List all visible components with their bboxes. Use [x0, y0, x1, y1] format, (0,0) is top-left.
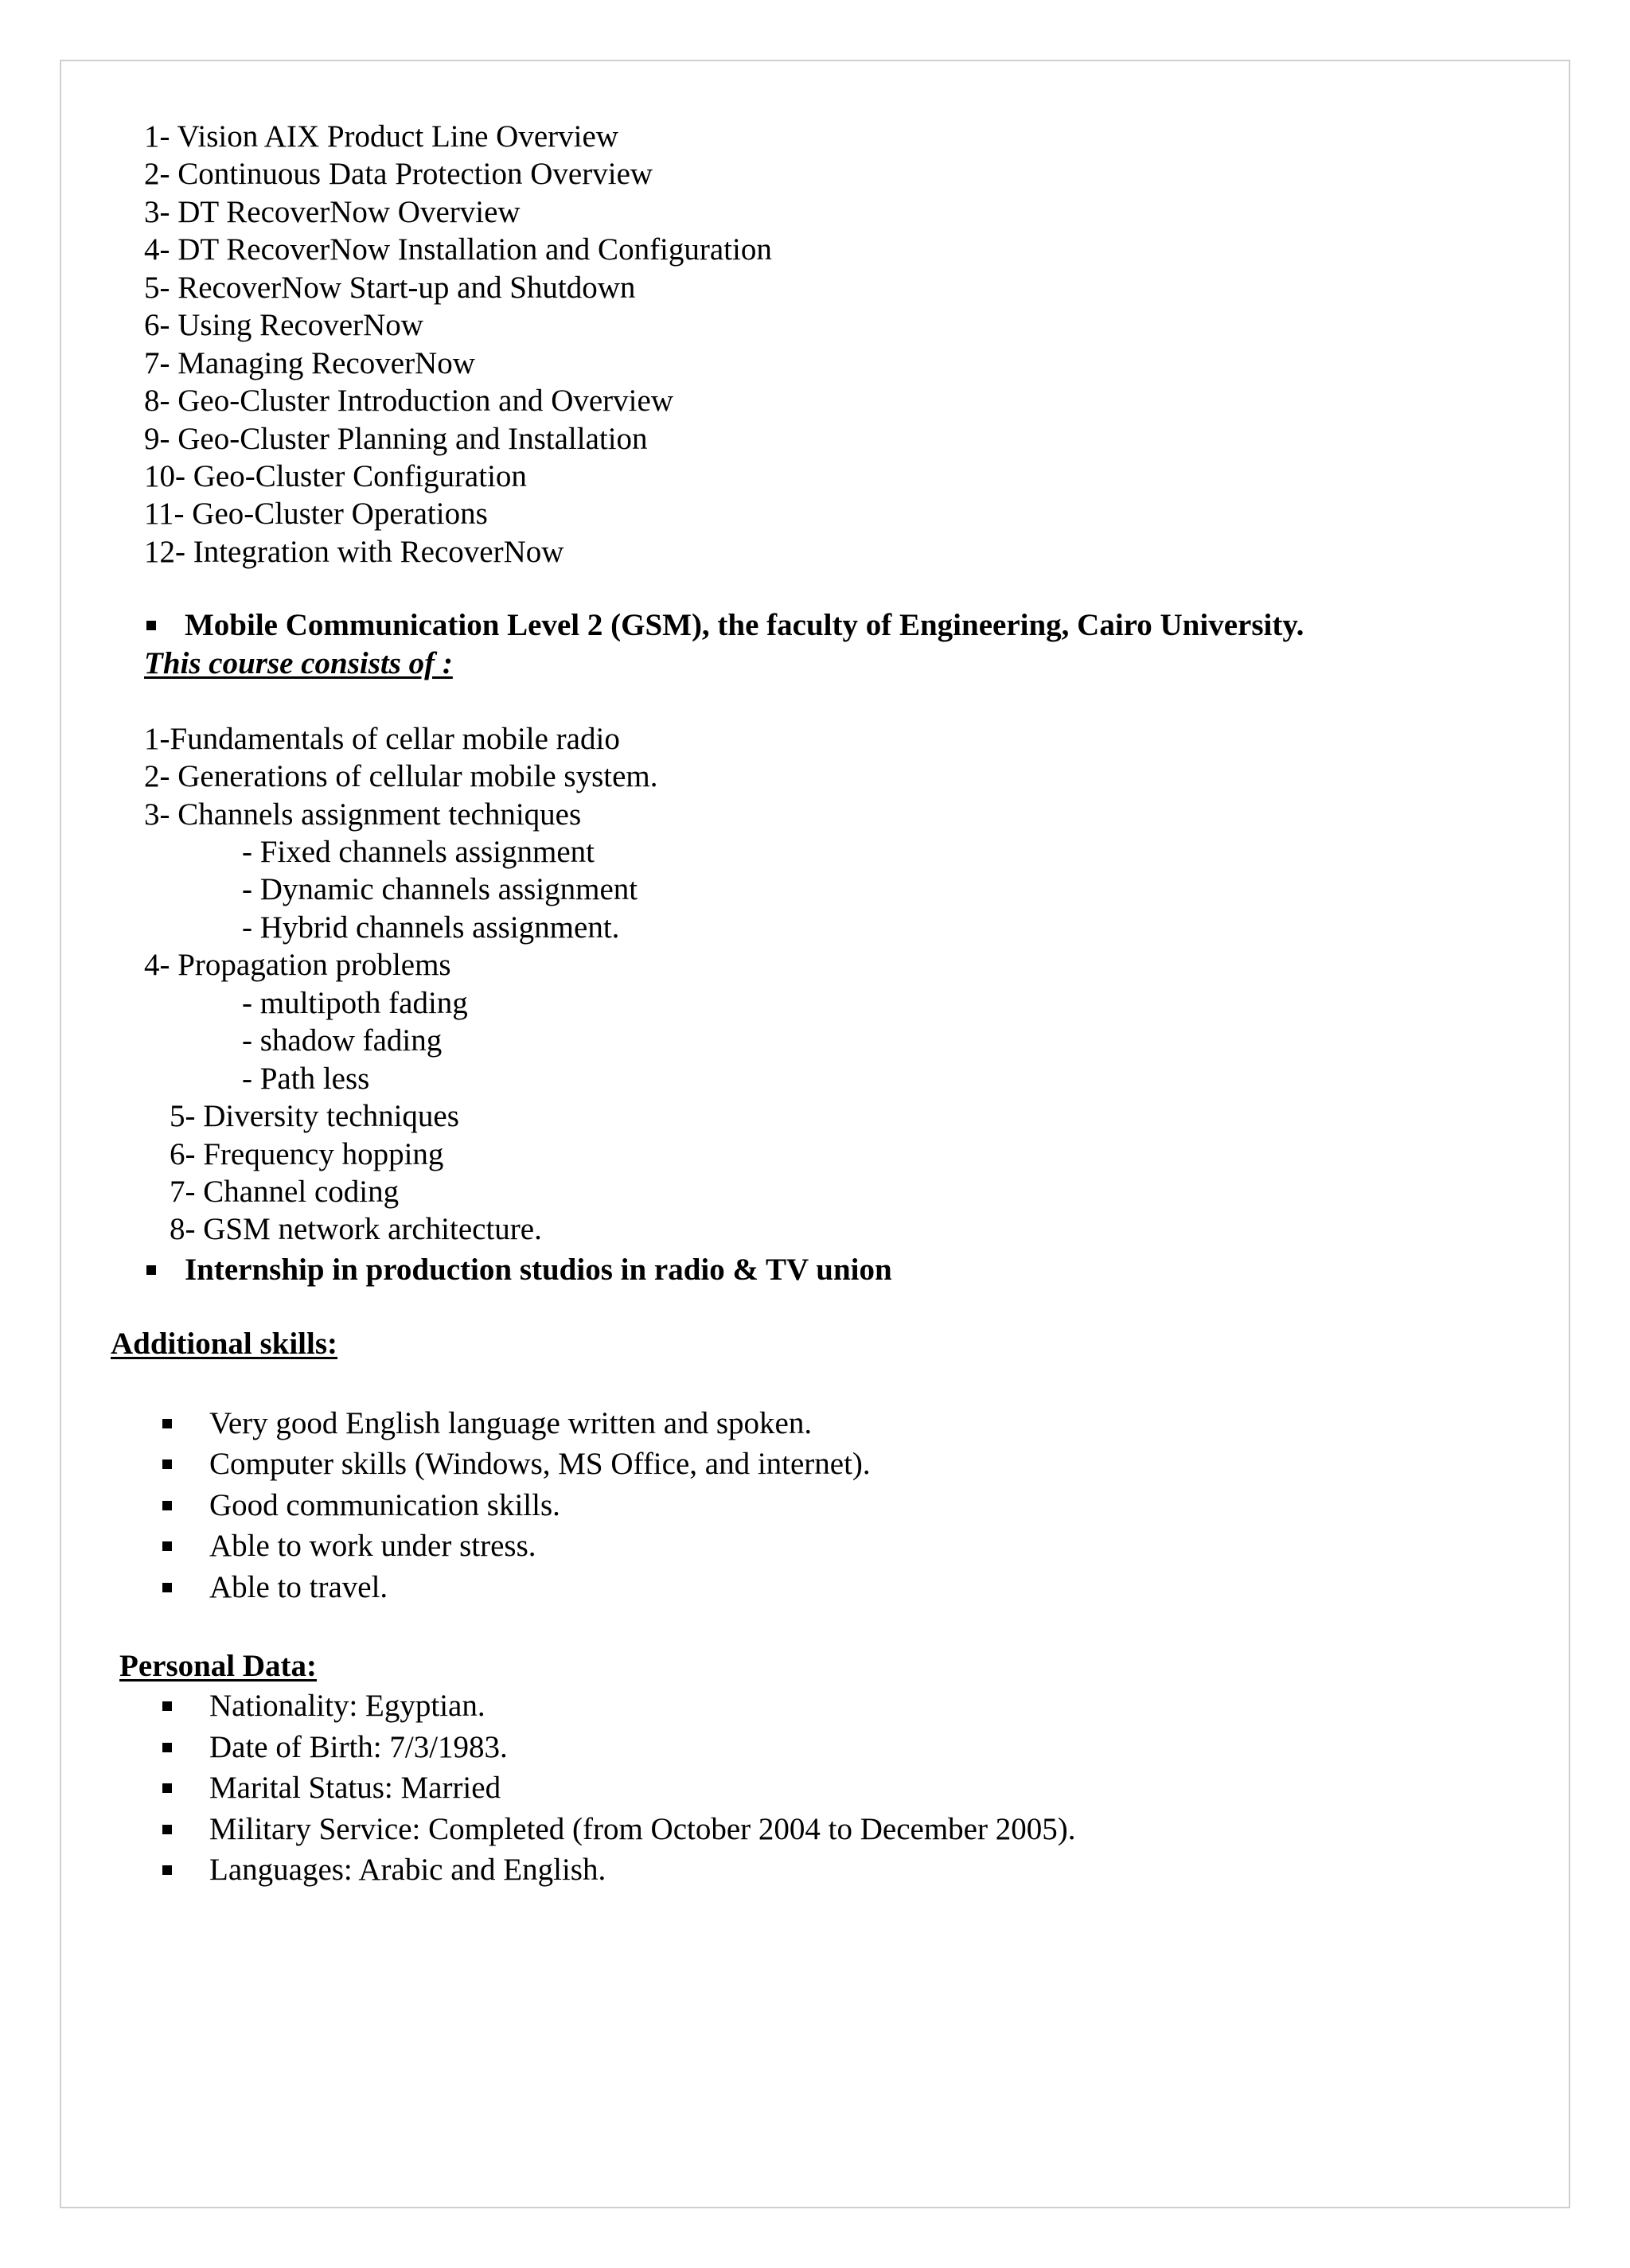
module-item: 1- Vision AIX Product Line Overview: [144, 119, 618, 154]
module-item: 11- Geo-Cluster Operations: [144, 497, 488, 531]
square-bullet-icon: [162, 1541, 172, 1551]
skill-item: Computer skills (Windows, MS Office, and internet).: [209, 1447, 871, 1481]
gsm-subitem: - Fixed channels assignment: [242, 835, 595, 869]
square-bullet-icon: [162, 1865, 172, 1875]
personal-data-item: Date of Birth: 7/3/1983.: [209, 1730, 508, 1764]
square-bullet-icon: [162, 1459, 172, 1469]
module-item: 4- DT RecoverNow Installation and Configuration: [144, 232, 772, 267]
gsm-item: 3- Channels assignment techniques: [144, 797, 582, 832]
gsm-subitem: - Path less: [242, 1062, 370, 1096]
module-item: 5- RecoverNow Start-up and Shutdown: [144, 271, 636, 305]
gsm-subitem: - shadow fading: [242, 1023, 443, 1058]
gsm-item: 2- Generations of cellular mobile system.: [144, 759, 658, 793]
gsm-item: 5- Diversity techniques: [170, 1099, 459, 1133]
module-item: 10- Geo-Cluster Configuration: [144, 459, 527, 493]
square-bullet-icon: [162, 1501, 172, 1510]
additional-skills-heading: Additional skills:: [111, 1327, 338, 1361]
skill-item: Able to travel.: [209, 1570, 388, 1604]
square-bullet-icon: [162, 1583, 172, 1592]
personal-data-item: Military Service: Completed (from October 2004 to December 2005).: [209, 1812, 1076, 1846]
module-item: 6- Using RecoverNow: [144, 308, 423, 342]
square-bullet-icon: [162, 1783, 172, 1793]
personal-data-heading: Personal Data:: [119, 1649, 318, 1683]
square-bullet-icon: [146, 621, 156, 630]
personal-data-item: Marital Status: Married: [209, 1771, 501, 1805]
square-bullet-icon: [162, 1419, 172, 1428]
internship-title: Internship in production studios in radio & TV union: [185, 1253, 892, 1287]
gsm-course-title: Mobile Communication Level 2 (GSM), the faculty of Engineering, Cairo University.: [185, 608, 1304, 642]
square-bullet-icon: [162, 1701, 172, 1711]
gsm-item: 1-Fundamentals of cellar mobile radio: [144, 722, 620, 756]
module-item: 8- Geo-Cluster Introduction and Overview: [144, 384, 673, 418]
skill-item: Good communication skills.: [209, 1488, 560, 1522]
gsm-item: 6- Frequency hopping: [170, 1137, 444, 1171]
module-item: 7- Managing RecoverNow: [144, 346, 475, 380]
square-bullet-icon: [162, 1825, 172, 1834]
skill-item: Very good English language written and spoken.: [209, 1406, 813, 1440]
gsm-subitem: - multipoth fading: [242, 986, 468, 1020]
personal-data-item: Languages: Arabic and English.: [209, 1853, 606, 1887]
square-bullet-icon: [162, 1743, 172, 1752]
gsm-item: 7- Channel coding: [170, 1175, 400, 1209]
gsm-item: 8- GSM network architecture.: [170, 1212, 542, 1246]
skill-item: Able to work under stress.: [209, 1529, 536, 1563]
module-item: 3- DT RecoverNow Overview: [144, 195, 521, 229]
gsm-course-intro: This course consists of :: [144, 646, 453, 680]
gsm-item: 4- Propagation problems: [144, 948, 451, 982]
module-item: 9- Geo-Cluster Planning and Installation: [144, 422, 648, 456]
gsm-subitem: - Hybrid channels assignment.: [242, 910, 620, 945]
gsm-subitem: - Dynamic channels assignment: [242, 872, 638, 906]
personal-data-item: Nationality: Egyptian.: [209, 1689, 485, 1723]
module-item: 12- Integration with RecoverNow: [144, 535, 564, 569]
square-bullet-icon: [146, 1265, 156, 1275]
module-item: 2- Continuous Data Protection Overview: [144, 157, 653, 191]
